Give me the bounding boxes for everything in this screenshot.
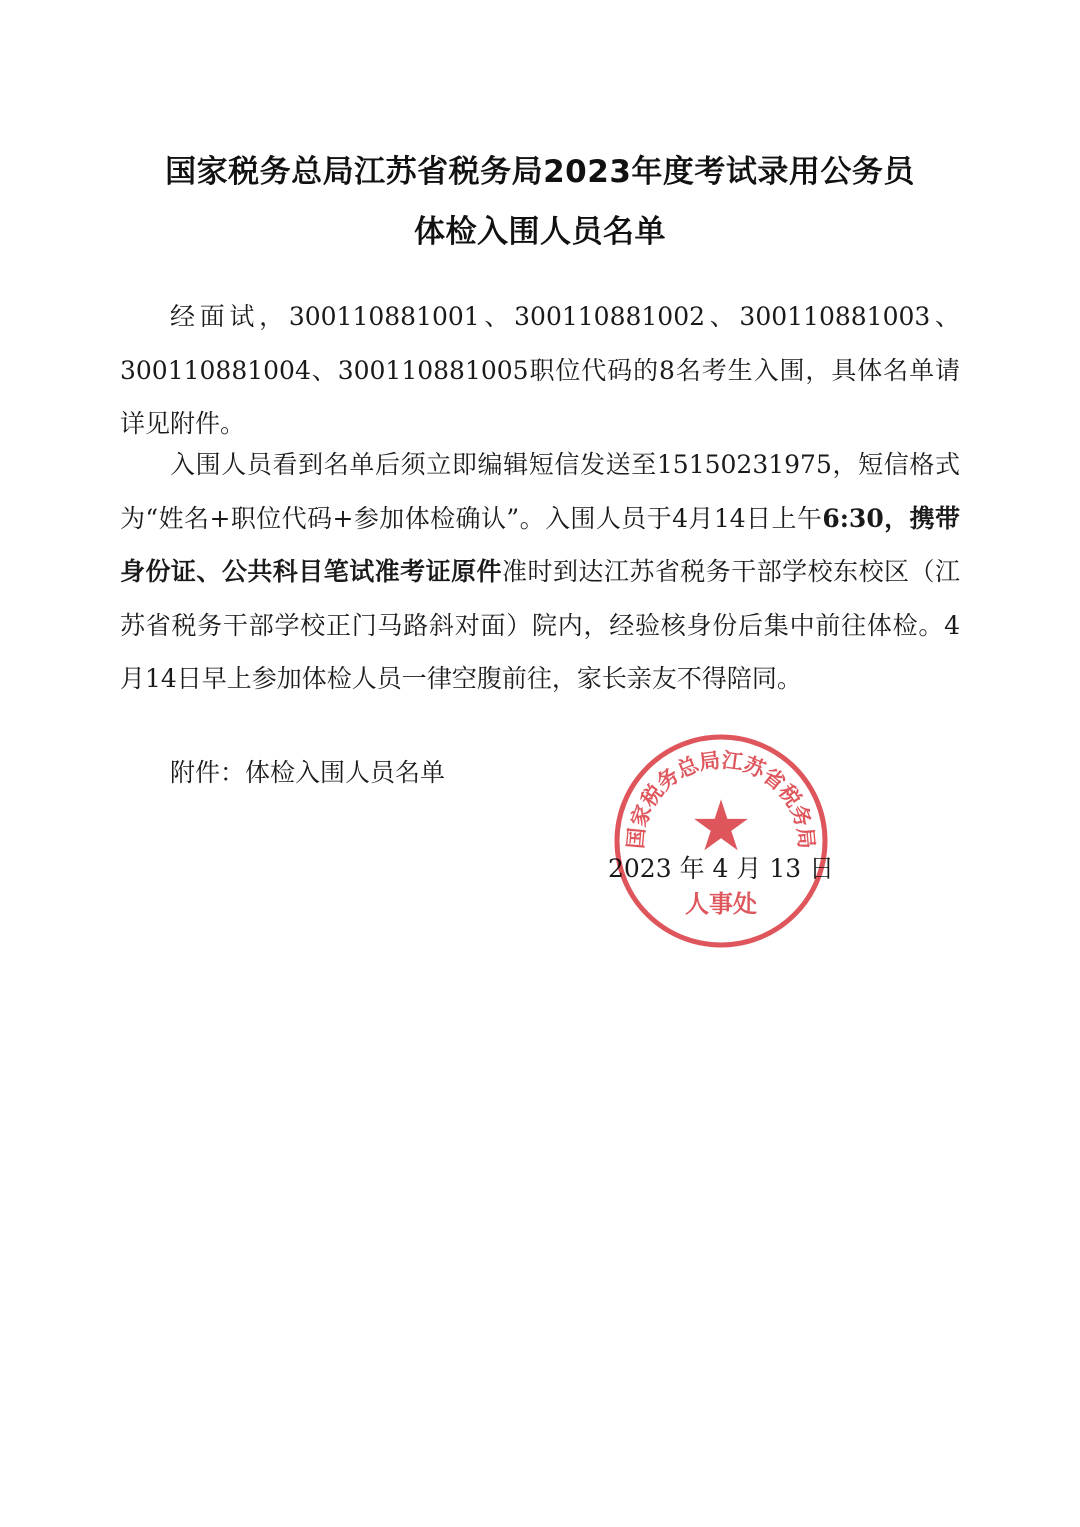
issue-date: 2023 年 4 月 13 日 — [608, 854, 835, 883]
seal-ring-text: 国家税务总局江苏省税务局 — [622, 747, 820, 850]
document-title-line-1: 国家税务总局江苏省税务局2023年度考试录用公务员 — [165, 154, 915, 190]
instructions-bold-text: 6:30，携带身份证、公共科目笔试准考证原件 — [120, 503, 960, 586]
paragraph-instructions — [120, 438, 960, 706]
document-title-line-2: 体检入围人员名单 — [414, 214, 666, 250]
paragraph-interview-result: 经面试，300110881001、300110881002、300110881003、300110881004、300110881005职位代码的8名考生入围，具体名单请详见附件。 — [120, 302, 960, 438]
instructions-text-part-1: 入围人员看到名单后须立即编辑短信发送至15150231975，短信格式为“姓名+职位代码+参加体检确认”。入围人员于4月14日上午 — [120, 450, 960, 533]
official-seal-stamp — [612, 732, 830, 950]
seal-star-icon: ★ — [689, 785, 753, 867]
seal-bottom-text: 人事处 — [685, 889, 757, 918]
instructions-text-part-2: 准时到达江苏省税务干部学校东校区（江苏省税务干部学校正门马路斜对面）院内，经验核身份后集中前往体检。4月14日早上参加体检人员一律空腹前往，家长亲友不得陪同。 — [120, 557, 960, 693]
attachment-note: 附件：体检入围人员名单 — [170, 758, 446, 787]
